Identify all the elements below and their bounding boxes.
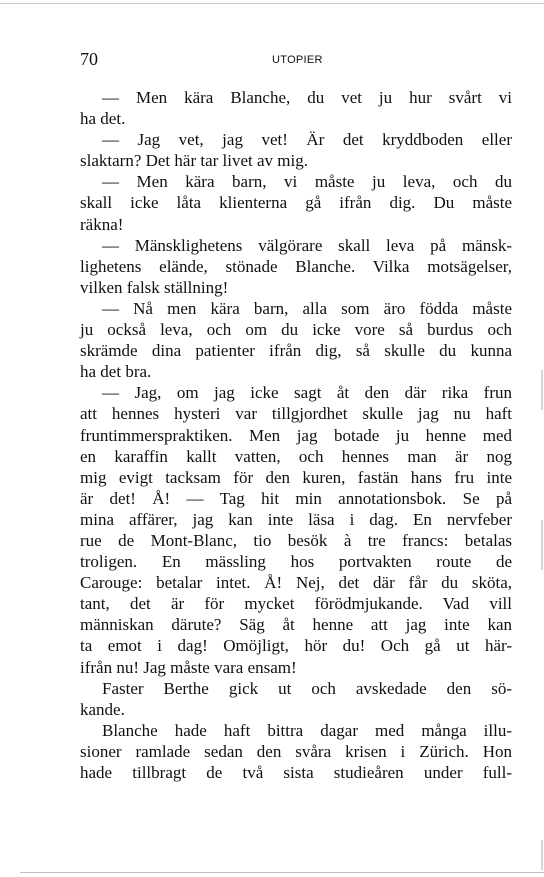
scan-right-edge-mark xyxy=(541,370,543,410)
text-line: ha det bra. xyxy=(80,362,152,382)
text-line: troligen. En mässling hos portvakten route de xyxy=(80,552,512,572)
text-line: — Men kära barn, vi måste ju leva, och du xyxy=(102,172,512,192)
text-line: — Jag vet, jag vet! Är det kryddboden eller xyxy=(102,130,512,150)
text-line: att hennes hysteri var tillgjordhet skulle jag nu haft xyxy=(80,404,512,424)
text-line: mina affärer, jag kan inte läsa i dag. En nervfeber xyxy=(80,509,512,529)
text-line: mig evigt tacksam för den kuren, fastän hans fru inte xyxy=(80,467,512,487)
text-line: tant, det är för mycket förödmjukande. Vad vill xyxy=(80,594,512,614)
text-line: ta emot i dag! Omöjligt, hör du! Och gå ut här- xyxy=(80,636,512,656)
text-line: rue de Mont-Blanc, tio besök à tre francs: betalas xyxy=(80,530,512,550)
scan-top-edge xyxy=(0,3,544,4)
scan-bottom-edge xyxy=(20,872,544,873)
text-line: Carouge: betalar intet. Å! Nej, det där får du sköta, xyxy=(80,573,512,593)
text-line: sioner ramlade sedan den svåra krisen i Zürich. Hon xyxy=(80,741,512,761)
text-line: — Mänsklighetens välgörare skall leva på mänsk- xyxy=(102,235,512,255)
text-line: vilken falsk ställning! xyxy=(80,277,229,297)
text-line: räkna! xyxy=(80,214,124,234)
running-head: UTOPIER xyxy=(272,54,323,66)
text-line: ifrån nu! Jag måste vara ensam! xyxy=(80,657,297,677)
text-line: — Jag, om jag icke sagt åt den där rika frun xyxy=(102,383,512,403)
text-line: fruntimmerspraktiken. Men jag botade ju henne med xyxy=(80,425,512,445)
text-line: — Nå men kära barn, alla som äro födda måste xyxy=(102,298,512,318)
page-header xyxy=(80,48,512,70)
text-line: Blanche hade haft bittra dagar med många illu- xyxy=(102,720,512,740)
text-line: en karaffin kallt vatten, och hennes man är nog xyxy=(80,446,512,466)
text-line: är det! Å! — Tag hit min annotationsbok. Se på xyxy=(80,488,512,508)
text-line: slaktarn? Det här tar livet av mig. xyxy=(80,151,308,171)
text-line: skall icke låta klienterna gå ifrån dig. Du måste xyxy=(80,193,512,213)
text-line: — Men kära Blanche, du vet ju hur svårt vi xyxy=(102,88,512,107)
scan-right-edge-mark xyxy=(541,520,543,570)
text-line: kande. xyxy=(80,699,125,719)
text-line: ha det. xyxy=(80,109,126,129)
text-line: skrämde dina patienter ifrån dig, så skulle du kunna xyxy=(80,341,512,361)
text-line: hade tillbragt de två sista studieåren under full- xyxy=(80,763,512,782)
text-line: ju också leva, och om du icke vore så burdus och xyxy=(80,320,512,340)
scan-right-edge-mark xyxy=(541,840,543,870)
body-text xyxy=(80,87,512,783)
page-number: 70 xyxy=(80,49,98,69)
text-line: människan därute? Säg åt henne att jag inte kan xyxy=(80,615,512,635)
text-line: Faster Berthe gick ut och avskedade den sö- xyxy=(102,678,512,698)
text-line: lighetens elände, stönade Blanche. Vilka motsägelser, xyxy=(80,256,512,276)
